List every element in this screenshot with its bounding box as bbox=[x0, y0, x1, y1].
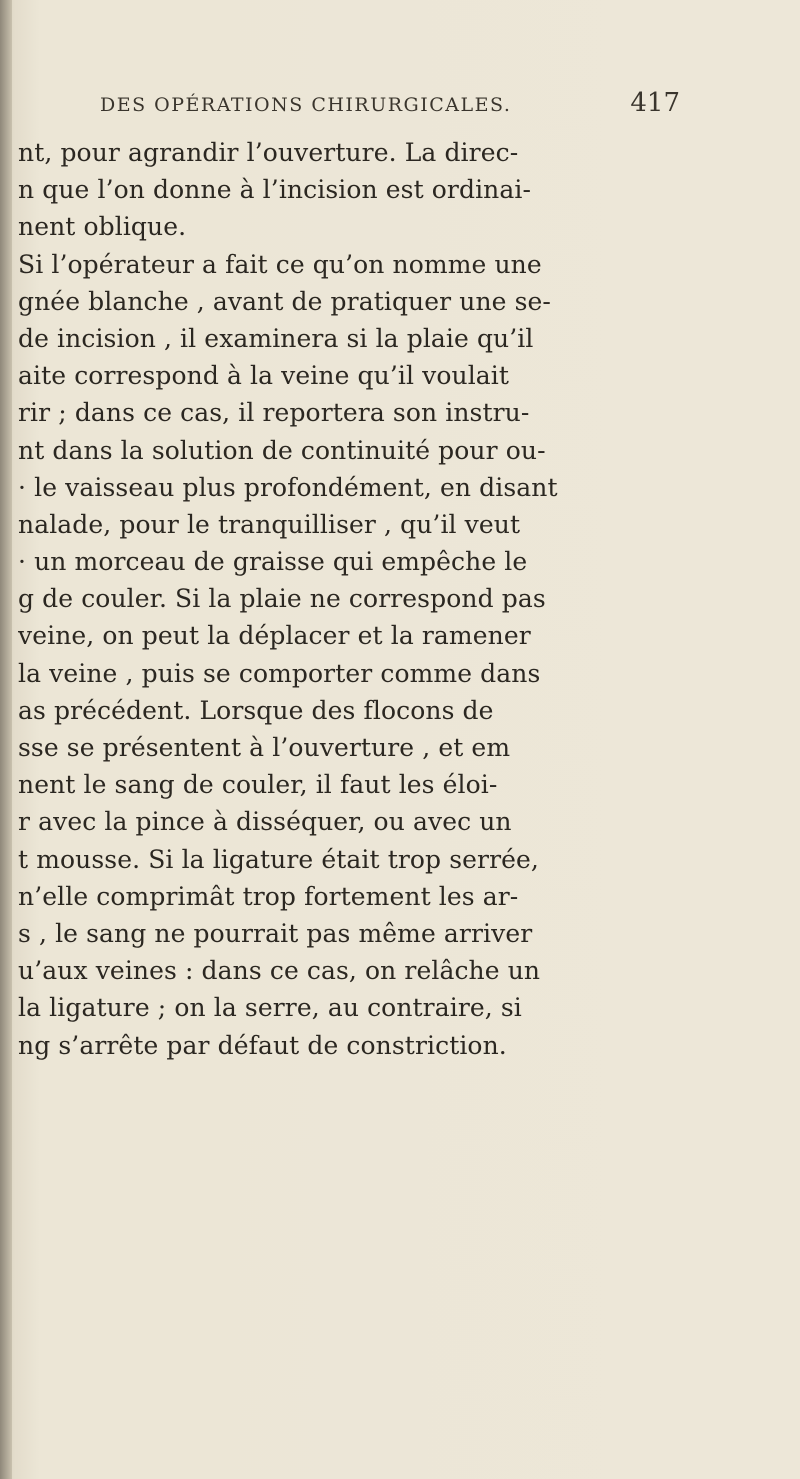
text-line: n’elle comprimât trop fortement les ar- bbox=[18, 881, 519, 911]
text-line: n que l’on donne à l’incision est ordinai- bbox=[18, 175, 532, 205]
running-head: DES OPÉRATIONS CHIRURGICALES. bbox=[100, 94, 512, 116]
text-line: nt dans la solution de continuité pour ou- bbox=[18, 435, 546, 465]
text-line: g de couler. Si la plaie ne correspond pas bbox=[18, 584, 546, 614]
text-line: r avec la pince à disséquer, ou avec un bbox=[18, 807, 512, 837]
body-text bbox=[18, 134, 788, 1064]
text-line: veine, on peut la déplacer et la ramener bbox=[18, 621, 531, 651]
gutter-shadow bbox=[0, 0, 12, 1479]
text-line: nent le sang de couler, il faut les éloi- bbox=[18, 770, 498, 800]
text-line: ng s’arrête par défaut de constriction. bbox=[18, 1030, 507, 1060]
text-line: · le vaisseau plus profondément, en disant bbox=[18, 472, 558, 502]
page-header bbox=[100, 88, 680, 128]
text-line: t mousse. Si la ligature était trop serrée, bbox=[18, 844, 539, 874]
text-line: de incision , il examinera si la plaie qu’il bbox=[18, 323, 534, 353]
text-line: u’aux veines : dans ce cas, on relâche un bbox=[18, 956, 541, 986]
text-line: la veine , puis se comporter comme dans bbox=[18, 658, 541, 688]
text-line: s , le sang ne pourrait pas même arriver bbox=[18, 918, 533, 948]
text-line: gnée blanche , avant de pratiquer une se- bbox=[18, 286, 551, 316]
text-line: sse se présentent à l’ouverture , et em bbox=[18, 733, 511, 762]
text-line: nt, pour agrandir l’ouverture. La direc- bbox=[18, 138, 519, 167]
text-line: · un morceau de graisse qui empêche le bbox=[18, 547, 528, 577]
text-line: aite correspond à la veine qu’il voulait bbox=[18, 361, 510, 391]
text-line: nalade, pour le tranquilliser , qu’il veut bbox=[18, 509, 521, 539]
text-line: nent oblique. bbox=[18, 212, 187, 242]
text-line: Si l’opérateur a fait ce qu’on nomme une bbox=[18, 249, 542, 279]
text-line: la ligature ; on la serre, au contraire, si bbox=[18, 993, 522, 1023]
page-number: 417 bbox=[630, 88, 680, 118]
text-line: as précédent. Lorsque des flocons de bbox=[18, 695, 494, 725]
text-line: rir ; dans ce cas, il reportera son instru- bbox=[18, 398, 530, 428]
